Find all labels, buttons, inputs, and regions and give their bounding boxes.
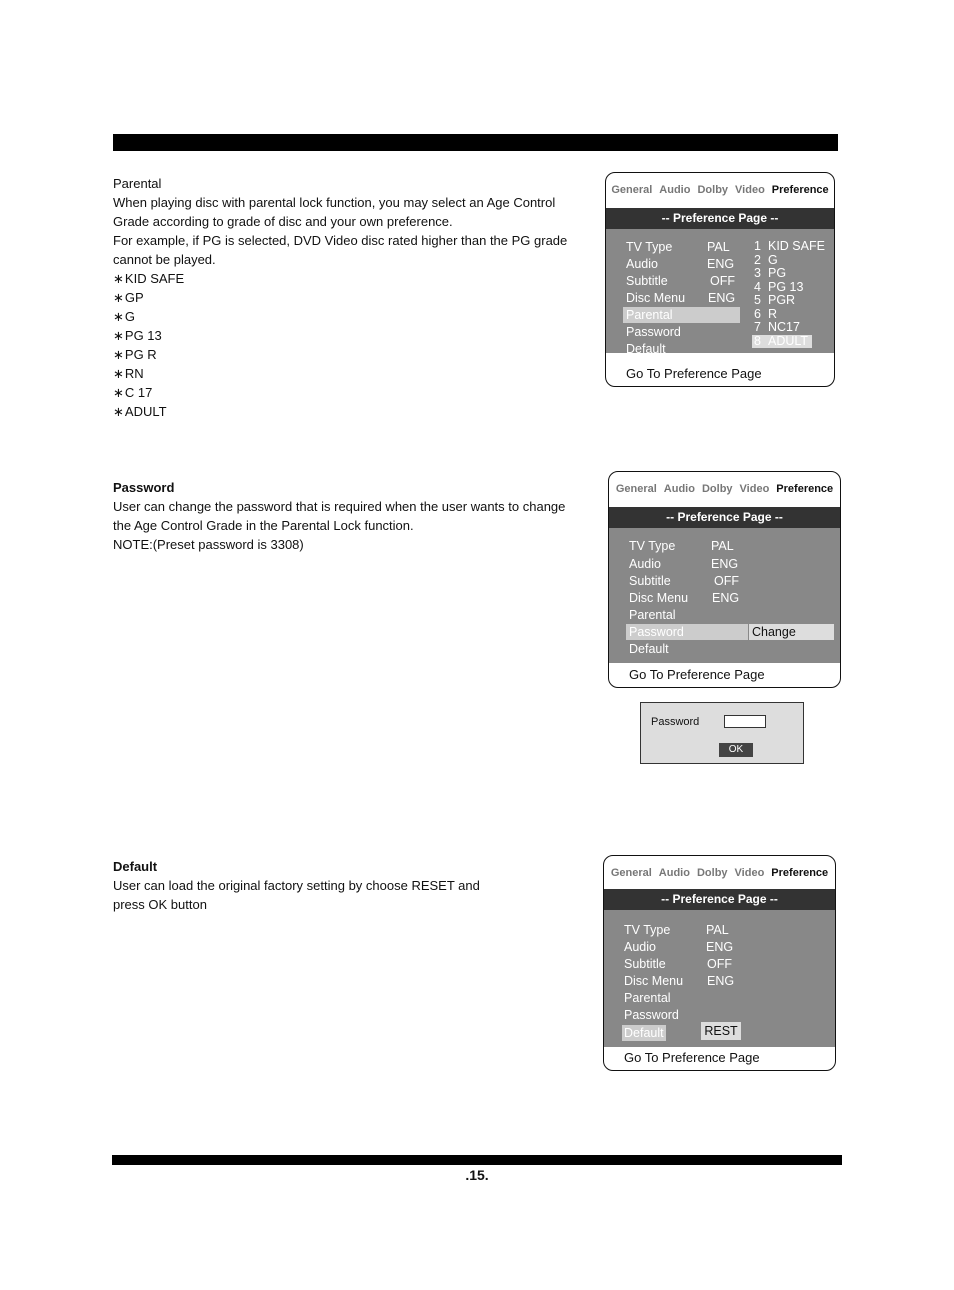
star-icon: ∗ [113, 347, 124, 362]
grade-option[interactable]: 6 R [754, 306, 778, 321]
menu-item-default[interactable]: Default [626, 342, 666, 356]
default-line: press OK button [113, 897, 207, 912]
tab-audio[interactable]: Audio [659, 184, 691, 196]
parental-line: When playing disc with parental lock function, you may select an Age Control [113, 195, 556, 210]
change-password-option[interactable]: Change [749, 624, 834, 640]
tab-dolby[interactable]: Dolby [701, 483, 733, 495]
menu-item-default[interactable]: Default [629, 642, 669, 656]
menu-item-audio[interactable]: Audio [626, 257, 658, 271]
osd-footer[interactable]: Go To Preference Page [629, 667, 765, 682]
grade-item: ∗C 17 [113, 385, 153, 400]
value-disc-menu: ENG [712, 591, 740, 605]
tab-video[interactable]: Video [735, 184, 765, 196]
menu-item-tv-type[interactable]: TV Type [629, 539, 676, 553]
grade-item: ∗G [113, 309, 136, 324]
star-icon: ∗ [113, 309, 124, 324]
default-line: User can load the original factory setting by choose RESET and [113, 878, 480, 893]
menu-item-tv-type[interactable]: TV Type [624, 923, 671, 937]
grade-item: ∗PG 13 [113, 328, 162, 343]
star-icon: ∗ [113, 271, 124, 286]
menu-item-default[interactable]: Default [622, 1025, 666, 1041]
menu-item-password[interactable]: Password [626, 325, 681, 339]
star-icon: ∗ [113, 366, 124, 381]
menu-item-password[interactable]: Password [624, 1008, 679, 1022]
value-disc-menu: ENG [708, 291, 736, 305]
grade-option-selected[interactable]: 8 ADULT [752, 335, 812, 349]
osd-password-screen [608, 471, 841, 688]
menu-item-disc-menu[interactable]: Disc Menu [629, 591, 689, 605]
grade-option[interactable]: 2 G [754, 252, 778, 267]
tab-video[interactable]: Video [734, 867, 765, 879]
value-subtitle: OFF [710, 274, 735, 288]
parental-line: For example, if PG is selected, DVD Video disc rated higher than the PG grade [113, 233, 568, 248]
value-tv-type: PAL [711, 539, 734, 553]
password-heading: Password [113, 480, 175, 495]
parental-heading: Parental [113, 176, 162, 191]
parental-line: cannot be played. [113, 252, 216, 267]
bottom-rule [112, 1155, 842, 1165]
default-section [113, 857, 583, 914]
osd-body [606, 229, 834, 356]
tab-dolby[interactable]: Dolby [696, 867, 728, 879]
value-tv-type: PAL [706, 923, 729, 937]
reset-button[interactable]: REST [701, 1022, 741, 1040]
star-icon: ∗ [113, 328, 124, 343]
grade-item: ∗GP [113, 290, 144, 305]
grade-option[interactable]: 3 PG [754, 266, 787, 280]
password-section [113, 478, 583, 554]
osd-body [609, 528, 840, 663]
menu-item-subtitle[interactable]: Subtitle [626, 274, 668, 288]
grade-option[interactable]: 7 NC17 [754, 320, 800, 334]
tab-general[interactable]: General [615, 483, 657, 495]
osd-title: -- Preference Page -- [609, 507, 840, 528]
menu-item-tv-type[interactable]: TV Type [626, 240, 673, 254]
value-audio: ENG [706, 940, 734, 954]
osd-title: -- Preference Page -- [606, 208, 834, 229]
password-input[interactable] [724, 715, 766, 728]
tab-preference[interactable]: Preference [771, 184, 829, 196]
menu-item-disc-menu[interactable]: Disc Menu [624, 974, 684, 988]
tab-general[interactable]: General [610, 867, 652, 879]
osd-tabs [609, 478, 840, 500]
tab-video[interactable]: Video [739, 483, 770, 495]
parental-section [113, 174, 583, 421]
grade-item: ∗KID SAFE [113, 271, 185, 286]
osd-parental-screen [605, 172, 835, 387]
menu-item-parental[interactable]: Parental [624, 991, 671, 1005]
menu-item-disc-menu[interactable]: Disc Menu [626, 291, 686, 305]
grade-option[interactable]: 4 PG 13 [754, 279, 804, 294]
menu-item-subtitle[interactable]: Subtitle [624, 957, 666, 971]
grade-item: ∗PG R [113, 347, 157, 362]
tab-audio[interactable]: Audio [658, 867, 690, 879]
grade-option[interactable]: 5 PGR [754, 293, 796, 307]
value-tv-type: PAL [707, 240, 730, 254]
value-audio: ENG [707, 257, 735, 271]
tab-audio[interactable]: Audio [663, 483, 695, 495]
osd-footer[interactable]: Go To Preference Page [624, 1050, 760, 1065]
page-number: .15. [465, 1167, 489, 1183]
password-line: NOTE:(Preset password is 3308) [113, 537, 304, 552]
top-rule [113, 134, 838, 151]
password-dialog [640, 702, 804, 764]
password-line: User can change the password that is required when the user wants to change [113, 499, 566, 514]
password-line: the Age Control Grade in the Parental Lock function. [113, 518, 414, 533]
grade-option[interactable]: 1 KID SAFE [754, 239, 825, 253]
tab-preference[interactable]: Preference [776, 483, 834, 495]
menu-item-audio[interactable]: Audio [629, 557, 661, 571]
star-icon: ∗ [113, 290, 124, 305]
tab-preference[interactable]: Preference [771, 867, 829, 879]
osd-tabs [606, 179, 834, 201]
star-icon: ∗ [113, 385, 124, 400]
menu-item-password[interactable]: Password [626, 624, 748, 640]
grade-item: ∗ADULT [113, 404, 167, 419]
tab-dolby[interactable]: Dolby [697, 184, 729, 196]
star-icon: ∗ [113, 404, 124, 419]
value-subtitle: OFF [714, 574, 739, 588]
password-label: Password [651, 716, 700, 728]
menu-item-parental[interactable]: Parental [623, 307, 740, 323]
osd-footer[interactable]: Go To Preference Page [626, 366, 762, 381]
menu-item-parental[interactable]: Parental [629, 608, 676, 622]
ok-button[interactable]: OK [719, 743, 753, 757]
tab-general[interactable]: General [611, 184, 653, 196]
value-disc-menu: ENG [707, 974, 735, 988]
parental-line: Grade according to grade of disc and your own preference. [113, 214, 453, 229]
osd-default-screen [603, 855, 836, 1071]
value-audio: ENG [711, 557, 739, 571]
osd-body [604, 910, 835, 1047]
osd-tabs [604, 862, 835, 884]
value-subtitle: OFF [707, 957, 732, 971]
menu-item-subtitle[interactable]: Subtitle [629, 574, 671, 588]
menu-item-audio[interactable]: Audio [624, 940, 656, 954]
osd-title: -- Preference Page -- [604, 889, 835, 910]
default-heading: Default [113, 859, 158, 874]
grade-item: ∗RN [113, 366, 144, 381]
